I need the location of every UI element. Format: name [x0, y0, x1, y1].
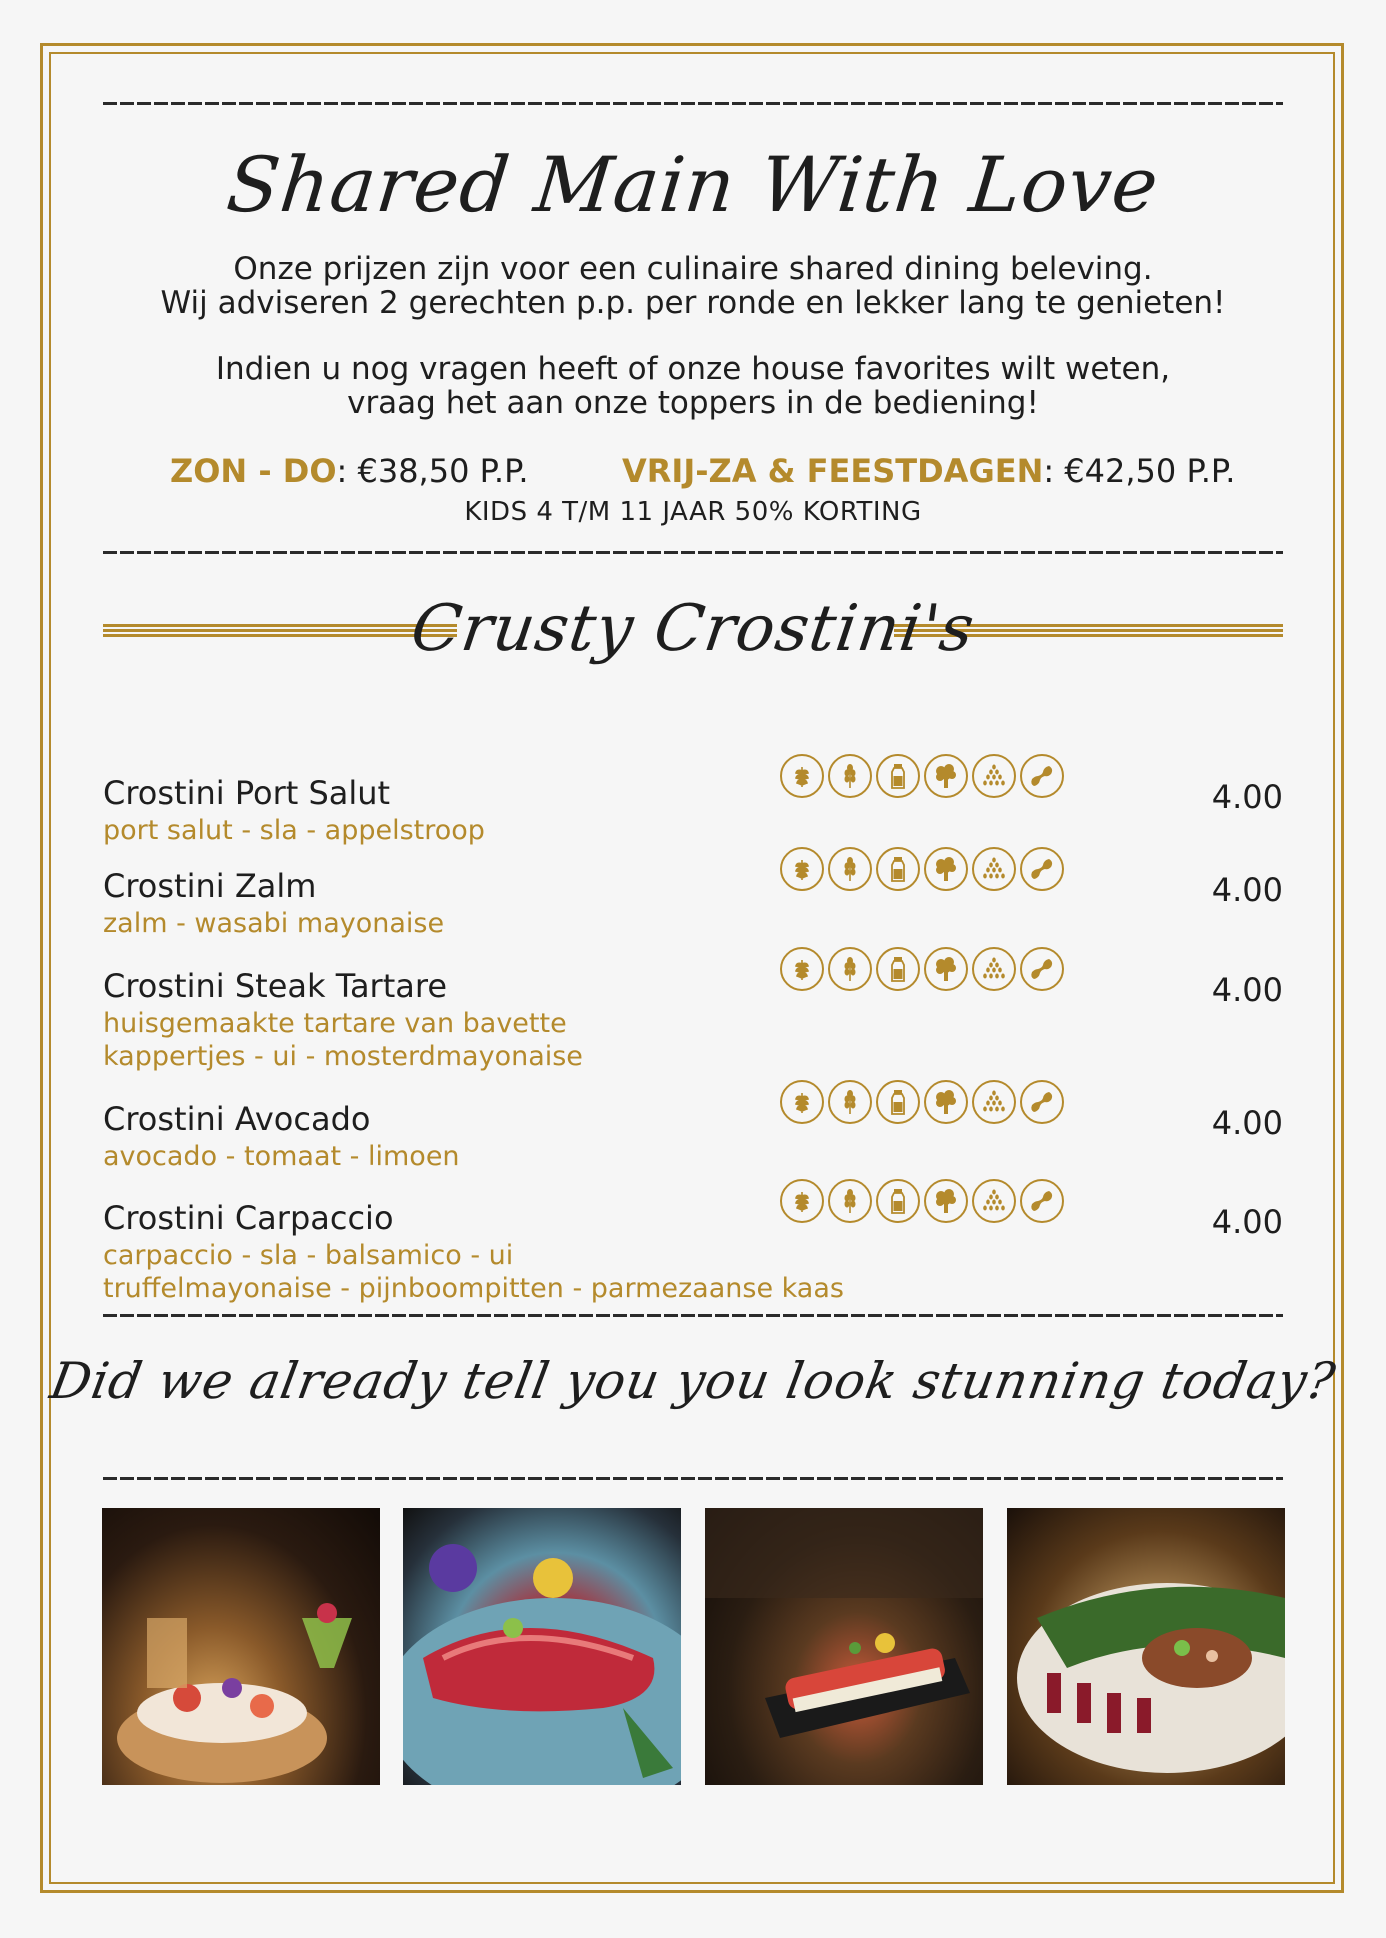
item-description — [103, 814, 485, 847]
item-description — [103, 1239, 844, 1305]
intro-line: Onze prijzen zijn voor een culinaire shared dining beleving. — [233, 251, 1153, 287]
divider — [103, 1314, 1283, 1317]
sesame-icon — [972, 1179, 1016, 1223]
food-photo-plated-dish — [1007, 1508, 1285, 1785]
gluten-icon — [780, 1080, 824, 1124]
item-description-line: port salut - sla - appelstroop — [103, 815, 485, 846]
milk-bottle-icon — [876, 947, 920, 991]
food-photo-sushi-roll — [705, 1508, 983, 1785]
peanut-icon — [1020, 847, 1064, 891]
sesame-icon — [972, 754, 1016, 798]
milk-bottle-icon — [876, 754, 920, 798]
allergen-icons — [780, 1179, 1064, 1223]
milk-bottle-icon — [876, 1080, 920, 1124]
item-description — [103, 1140, 460, 1173]
item-price: 4.00 — [1211, 1104, 1283, 1142]
gluten-icon — [780, 1179, 824, 1223]
wheat-icon — [828, 754, 872, 798]
item-name: Crostini Port Salut — [103, 774, 391, 812]
weekday-amount: : €38,50 P.P. — [336, 452, 529, 490]
divider — [103, 551, 1283, 554]
gluten-icon — [780, 847, 824, 891]
page-title: Shared Main With Love — [222, 140, 1164, 229]
item-price: 4.00 — [1211, 871, 1283, 909]
peanut-icon — [1020, 947, 1064, 991]
gluten-icon — [780, 947, 824, 991]
food-photo-sushi-boat — [102, 1508, 380, 1785]
item-description — [103, 907, 444, 940]
item-name: Crostini Zalm — [103, 867, 317, 905]
weekend-price — [622, 452, 1235, 490]
item-description-line: huisgemaakte tartare van bavette — [103, 1008, 567, 1039]
item-name: Crostini Steak Tartare — [103, 967, 447, 1005]
section-title: Crusty Crostini's — [406, 592, 980, 666]
item-name: Crostini Avocado — [103, 1100, 371, 1138]
allergen-icons — [780, 754, 1064, 798]
item-price: 4.00 — [1211, 778, 1283, 816]
gluten-icon — [780, 754, 824, 798]
top-divider — [103, 102, 1283, 105]
item-description-line: kappertjes - ui - mosterdmayonaise — [103, 1041, 583, 1072]
weekday-price — [170, 452, 529, 490]
item-price: 4.00 — [1211, 971, 1283, 1009]
intro-paragraph-1 — [0, 252, 1386, 320]
kids-discount: KIDS 4 T/M 11 JAAR 50% KORTING — [464, 497, 922, 527]
celery-icon — [924, 1080, 968, 1124]
weekday-label: ZON - DO — [170, 452, 337, 490]
wheat-icon — [828, 847, 872, 891]
sesame-icon — [972, 947, 1016, 991]
item-name: Crostini Carpaccio — [103, 1199, 394, 1237]
intro-line: vraag het aan onze toppers in de bediening! — [347, 385, 1039, 421]
peanut-icon — [1020, 754, 1064, 798]
divider — [103, 1477, 1283, 1480]
allergen-icons — [780, 1080, 1064, 1124]
sesame-icon — [972, 847, 1016, 891]
peanut-icon — [1020, 1179, 1064, 1223]
item-price: 4.00 — [1211, 1203, 1283, 1241]
allergen-icons — [780, 947, 1064, 991]
wheat-icon — [828, 1080, 872, 1124]
weekend-amount: : €42,50 P.P. — [1043, 452, 1236, 490]
peanut-icon — [1020, 1080, 1064, 1124]
food-photo-tuna-tataki — [403, 1508, 681, 1785]
celery-icon — [924, 947, 968, 991]
wheat-icon — [828, 947, 872, 991]
weekend-label: VRIJ-ZA & FEESTDAGEN — [622, 452, 1044, 490]
intro-paragraph-2 — [0, 352, 1386, 420]
allergen-icons — [780, 847, 1064, 891]
item-description-line: zalm - wasabi mayonaise — [103, 908, 445, 939]
milk-bottle-icon — [876, 847, 920, 891]
item-description-line: avocado - tomaat - limoen — [103, 1141, 460, 1172]
milk-bottle-icon — [876, 1179, 920, 1223]
wheat-icon — [828, 1179, 872, 1223]
item-description — [103, 1007, 583, 1073]
intro-line: Wij adviseren 2 gerechten p.p. per ronde en lekker lang te genieten! — [160, 285, 1226, 321]
celery-icon — [924, 754, 968, 798]
celery-icon — [924, 847, 968, 891]
sesame-icon — [972, 1080, 1016, 1124]
celery-icon — [924, 1179, 968, 1223]
tagline: Did we already tell you you look stunning today? — [45, 1352, 1341, 1410]
intro-line: Indien u nog vragen heeft of onze house favorites wilt weten, — [215, 351, 1171, 387]
item-description-line: carpaccio - sla - balsamico - ui — [103, 1240, 514, 1271]
item-description-line: truffelmayonaise - pijnboompitten - parmezaanse kaas — [103, 1273, 844, 1304]
